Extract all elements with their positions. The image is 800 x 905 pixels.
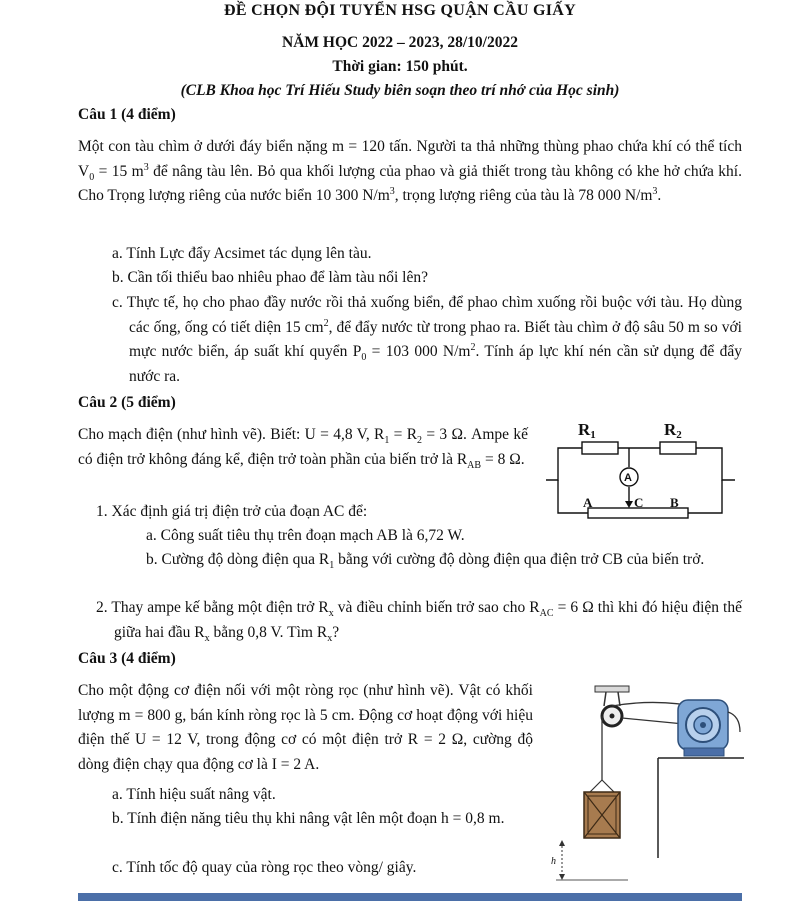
q3-item-c: c. Tính tốc độ quay của ròng rọc theo vòng/ giây. [112, 859, 417, 876]
q2-item-1b: b. Cường độ dòng điện qua $R_1$ bằng với cường độ dòng điện qua điện trở CB của biến trở. [146, 551, 705, 572]
q2-item-1a: a. Công suất tiêu thụ trên đoạn mạch AB là 6,72 W. [146, 527, 465, 544]
q2-heading: Câu 2 (5 điểm) [78, 394, 176, 411]
q1-item-a: a. Tính Lực đẩy Acsimet tác dụng lên tàu. [112, 245, 372, 262]
exam-time: Thời gian: 150 phút. [332, 58, 468, 75]
ceiling-mount [595, 686, 629, 692]
q2-item-1: 1. Xác định giá trị điện trở của đoạn AC để: [96, 503, 368, 520]
exam-title: ĐỀ CHỌN ĐỘI TUYỂN HSG QUẬN CẦU GIẤY [223, 2, 576, 19]
ammeter-label: A [624, 472, 632, 484]
q3-item-a: a. Tính hiệu suất nâng vật. [112, 786, 276, 803]
resistor-r2 [660, 442, 696, 454]
q1-intro: Một con tàu chìm ở dưới đáy biển nặng m = 120 tấn. Người ta thả những thùng phao chứa khí có thể tích $V_0 = 15$ $m^3$ để nâng tàu lên. Bỏ qua khối lượng của phao và giả thiết trong tàu không có khe hở chứa khí. Cho Trọng lượng riêng của nước biển 10 300 $N/m^3$, trọng lượng riêng của tàu là 78 000 $N/m^3$. [78, 138, 742, 204]
label-r2: R2 [664, 420, 682, 441]
q2-intro: Cho mạch điện (như hình vẽ). Biết: U = 4,8 V, $R_1 = R_2 = 3$ Ω. Ampe kế có điện trở không đáng kể, điện trở toàn phần của biến trở là $R_{AB} = 8$ Ω. [78, 426, 528, 471]
exam-source: (CLB Khoa học Trí Hiếu Study biên soạn theo trí nhớ của Học sinh) [180, 82, 620, 99]
q1-item-c: c. Thực tế, họ cho phao đầy nước rồi thả xuống biển, để phao chìm xuống rồi buộc với tàu. Họ dùng các ống, ống có tiết diện 15 $cm^2$, để đẩy nước từ trong phao ra. Biết tàu chìm ở độ sâu 50 m so với mực nước biển, áp suất khí quyển $P_0 = 103$ 000 $N/m^2$. Tính áp lực khí nén cần sử dụng để đẩy nước ra. [112, 294, 742, 385]
label-a: A [583, 495, 593, 510]
label-b: B [670, 495, 679, 510]
resistor-r1 [582, 442, 618, 454]
label-r1: R1 [578, 420, 596, 441]
q3-heading: Câu 3 (4 điểm) [78, 650, 176, 667]
q1-heading: Câu 1 (4 điểm) [78, 106, 176, 123]
motor-pulley-diagram [548, 682, 744, 892]
q2-item-2: 2. Thay ampe kế bằng một điện trở $R_x$ và điều chỉnh biến trở sao cho $R_{AC} = 6$ Ω thì khi đó hiệu điện thế giữa hai đầu $R_x$ bằng 0,8 V. Tìm $R_x$? [96, 599, 742, 644]
exam-year: NĂM HỌC 2022 – 2023, 28/10/2022 [282, 34, 518, 51]
height-label: h [551, 856, 556, 867]
q3-intro: Cho một động cơ điện nối với một ròng rọc (như hình vẽ). Vật có khối lượng m = 800 g, bán kính ròng rọc là 5 cm. Động cơ hoạt động với hiệu điện thế U = 12 V, trong động cơ có một điện trở R = 2 Ω, cường độ dòng điện chạy qua động cơ là I = 2 A. [78, 682, 533, 773]
q3-item-b: b. Tính điện năng tiêu thụ khi nâng vật lên một đoạn h = 0,8 m. [112, 810, 505, 827]
label-c: C [634, 495, 644, 510]
footer-bar [78, 893, 742, 901]
q1-item-b: b. Cần tối thiểu bao nhiêu phao để làm tàu nổi lên? [112, 269, 428, 286]
